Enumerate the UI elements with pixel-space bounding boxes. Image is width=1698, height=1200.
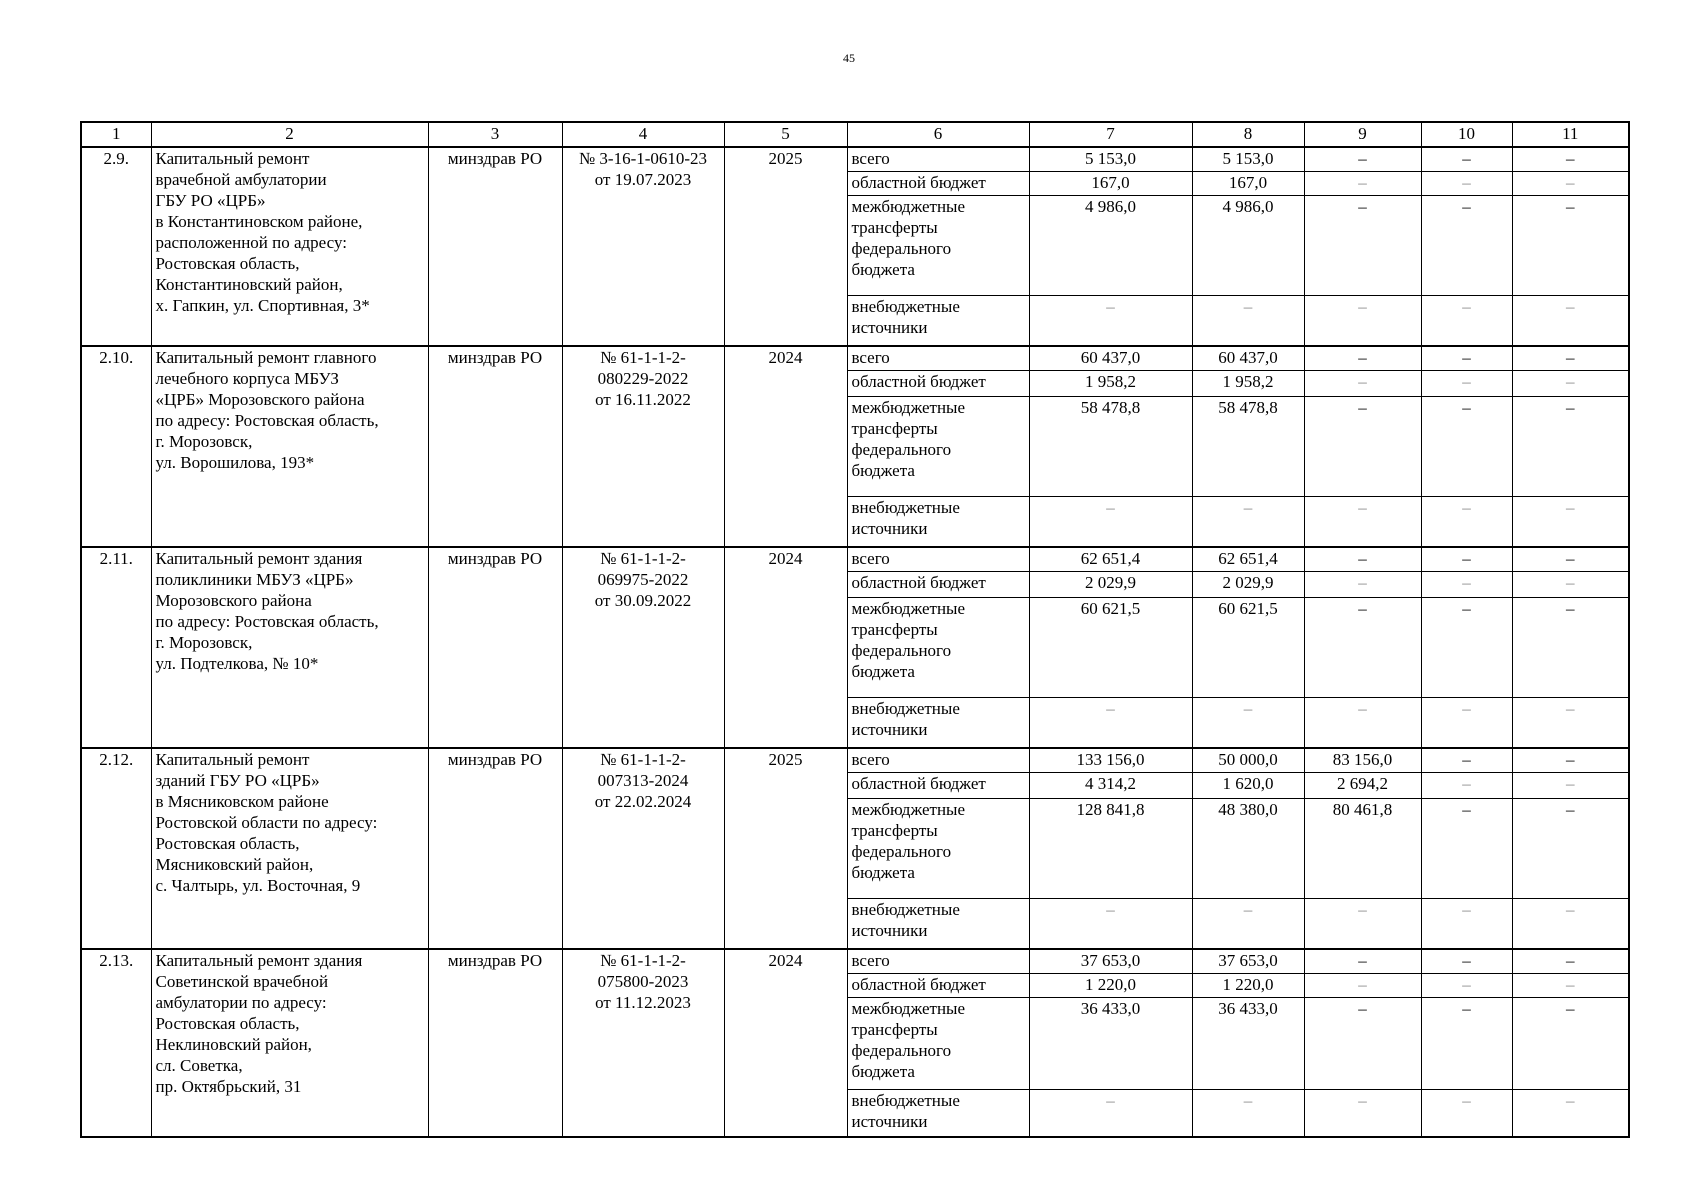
document-details: № 3-16-1-0610-23 от 19.07.2023 [562, 147, 724, 346]
amount-cell-7: 60 437,0 [1029, 346, 1192, 371]
funding-source-label: всего [847, 147, 1029, 172]
amount-cell-7: 58 478,8 [1029, 396, 1192, 496]
funding-source-label: областной бюджет [847, 571, 1029, 597]
amount-cell-10: – [1421, 698, 1512, 748]
amount-cell-8: 36 433,0 [1192, 997, 1304, 1090]
document-details: № 61-1-1-2- 007313-2024 от 22.02.2024 [562, 748, 724, 949]
table-row [81, 346, 1629, 371]
amount-cell-7: 60 621,5 [1029, 597, 1192, 697]
amount-cell-7: 62 651,4 [1029, 547, 1192, 572]
amount-cell-7: 2 029,9 [1029, 571, 1192, 597]
responsible-agency: минздрав РО [428, 748, 562, 949]
amount-cell-9: – [1304, 147, 1421, 172]
amount-cell-10: – [1421, 370, 1512, 396]
amount-cell-11: – [1512, 973, 1629, 997]
funding-source-label: областной бюджет [847, 772, 1029, 798]
funding-source-label: областной бюджет [847, 973, 1029, 997]
item-number: 2.11. [81, 547, 151, 748]
amount-cell-9: – [1304, 196, 1421, 296]
funding-source-label: межбюджетные трансферты федерального бюджета [847, 997, 1029, 1090]
responsible-agency: минздрав РО [428, 547, 562, 748]
amount-cell-9: – [1304, 997, 1421, 1090]
amount-cell-8: 37 653,0 [1192, 949, 1304, 974]
amount-cell-7: 37 653,0 [1029, 949, 1192, 974]
amount-cell-9: – [1304, 172, 1421, 196]
amount-cell-9: – [1304, 571, 1421, 597]
amount-cell-10: – [1421, 973, 1512, 997]
object-name: Капитальный ремонт зданий ГБУ РО «ЦРБ» в Мясниковском районе Ростовской области по адресу: Ростовская область, Мясниковский район, с. Чалтырь, ул. Восточная, 9 [151, 748, 428, 949]
amount-cell-7: 133 156,0 [1029, 748, 1192, 773]
amount-cell-10: – [1421, 949, 1512, 974]
amount-cell-7: 5 153,0 [1029, 147, 1192, 172]
amount-cell-7: 4 314,2 [1029, 772, 1192, 798]
amount-cell-10: – [1421, 748, 1512, 773]
funding-source-label: межбюджетные трансферты федерального бюджета [847, 396, 1029, 496]
amount-cell-8: 60 621,5 [1192, 597, 1304, 697]
amount-cell-11: – [1512, 172, 1629, 196]
document-details: № 61-1-1-2- 080229-2022 от 16.11.2022 [562, 346, 724, 547]
column-header: 9 [1304, 122, 1421, 147]
column-header: 2 [151, 122, 428, 147]
amount-cell-10: – [1421, 196, 1512, 296]
amount-cell-8: 58 478,8 [1192, 396, 1304, 496]
funding-source-label: межбюджетные трансферты федерального бюджета [847, 196, 1029, 296]
table-row [81, 147, 1629, 172]
amount-cell-11: – [1512, 196, 1629, 296]
amount-cell-10: – [1421, 898, 1512, 948]
amount-cell-11: – [1512, 346, 1629, 371]
amount-cell-7: – [1029, 898, 1192, 948]
table-row-group [81, 748, 1629, 949]
document-details: № 61-1-1-2- 069975-2022 от 30.09.2022 [562, 547, 724, 748]
column-header: 7 [1029, 122, 1192, 147]
item-number: 2.13. [81, 949, 151, 1137]
amount-cell-9: – [1304, 949, 1421, 974]
amount-cell-10: – [1421, 497, 1512, 547]
amount-cell-7: – [1029, 497, 1192, 547]
amount-cell-11: – [1512, 370, 1629, 396]
table-row-group [81, 949, 1629, 1137]
amount-cell-8: – [1192, 497, 1304, 547]
amount-cell-8: 167,0 [1192, 172, 1304, 196]
amount-cell-10: – [1421, 597, 1512, 697]
amount-cell-8: 2 029,9 [1192, 571, 1304, 597]
amount-cell-8: – [1192, 296, 1304, 346]
responsible-agency: минздрав РО [428, 147, 562, 346]
amount-cell-11: – [1512, 748, 1629, 773]
amount-cell-9: – [1304, 973, 1421, 997]
column-header: 3 [428, 122, 562, 147]
amount-cell-8: 60 437,0 [1192, 346, 1304, 371]
amount-cell-11: – [1512, 396, 1629, 496]
amount-cell-11: – [1512, 547, 1629, 572]
amount-cell-11: – [1512, 772, 1629, 798]
amount-cell-11: – [1512, 147, 1629, 172]
funding-source-label: всего [847, 949, 1029, 974]
amount-cell-9: 83 156,0 [1304, 748, 1421, 773]
funding-source-label: межбюджетные трансферты федерального бюджета [847, 798, 1029, 898]
amount-cell-8: 62 651,4 [1192, 547, 1304, 572]
funding-source-label: областной бюджет [847, 370, 1029, 396]
amount-cell-11: – [1512, 1090, 1629, 1137]
amount-cell-10: – [1421, 1090, 1512, 1137]
column-header: 5 [724, 122, 847, 147]
column-header: 6 [847, 122, 1029, 147]
column-header: 8 [1192, 122, 1304, 147]
amount-cell-8: 50 000,0 [1192, 748, 1304, 773]
completion-year: 2025 [724, 147, 847, 346]
amount-cell-9: – [1304, 898, 1421, 948]
table-row-group [81, 547, 1629, 748]
column-header: 4 [562, 122, 724, 147]
object-name: Капитальный ремонт здания Советинской врачебной амбулатории по адресу: Ростовская область, Неклиновский район, сл. Советка, пр. Октябрьский, 31 [151, 949, 428, 1137]
amount-cell-8: 1 958,2 [1192, 370, 1304, 396]
amount-cell-9: – [1304, 296, 1421, 346]
item-number: 2.9. [81, 147, 151, 346]
amount-cell-9: – [1304, 1090, 1421, 1137]
amount-cell-9: – [1304, 346, 1421, 371]
budget-table [80, 121, 1630, 1138]
amount-cell-10: – [1421, 172, 1512, 196]
responsible-agency: минздрав РО [428, 949, 562, 1137]
amount-cell-11: – [1512, 497, 1629, 547]
amount-cell-9: 2 694,2 [1304, 772, 1421, 798]
amount-cell-8: – [1192, 698, 1304, 748]
funding-source-label: внебюджетные источники [847, 497, 1029, 547]
amount-cell-8: 5 153,0 [1192, 147, 1304, 172]
table-row [81, 949, 1629, 974]
amount-cell-11: – [1512, 296, 1629, 346]
amount-cell-7: 36 433,0 [1029, 997, 1192, 1090]
table-row [81, 748, 1629, 773]
table-row-group [81, 346, 1629, 547]
amount-cell-11: – [1512, 997, 1629, 1090]
amount-cell-10: – [1421, 997, 1512, 1090]
table-header-row [81, 122, 1629, 147]
object-name: Капитальный ремонт главного лечебного корпуса МБУЗ «ЦРБ» Морозовского района по адресу: Ростовская область, г. Морозовск, ул. Ворошилова, 193* [151, 346, 428, 547]
amount-cell-9: – [1304, 370, 1421, 396]
table-row [81, 547, 1629, 572]
amount-cell-10: – [1421, 147, 1512, 172]
amount-cell-10: – [1421, 296, 1512, 346]
completion-year: 2024 [724, 949, 847, 1137]
amount-cell-10: – [1421, 571, 1512, 597]
object-name: Капитальный ремонт здания поликлиники МБУЗ «ЦРБ» Морозовского района по адресу: Ростовская область, г. Морозовск, ул. Подтелкова, № 10* [151, 547, 428, 748]
amount-cell-7: – [1029, 698, 1192, 748]
amount-cell-9: – [1304, 497, 1421, 547]
amount-cell-11: – [1512, 898, 1629, 948]
amount-cell-10: – [1421, 798, 1512, 898]
completion-year: 2024 [724, 547, 847, 748]
funding-source-label: внебюджетные источники [847, 296, 1029, 346]
amount-cell-8: 4 986,0 [1192, 196, 1304, 296]
item-number: 2.10. [81, 346, 151, 547]
funding-source-label: внебюджетные источники [847, 1090, 1029, 1137]
funding-source-label: областной бюджет [847, 172, 1029, 196]
funding-source-label: межбюджетные трансферты федерального бюджета [847, 597, 1029, 697]
amount-cell-8: 48 380,0 [1192, 798, 1304, 898]
funding-source-label: всего [847, 346, 1029, 371]
amount-cell-9: – [1304, 698, 1421, 748]
item-number: 2.12. [81, 748, 151, 949]
completion-year: 2024 [724, 346, 847, 547]
page-number: 45 [843, 51, 855, 65]
amount-cell-11: – [1512, 798, 1629, 898]
amount-cell-9: – [1304, 597, 1421, 697]
funding-source-label: всего [847, 547, 1029, 572]
amount-cell-7: – [1029, 1090, 1192, 1137]
completion-year: 2025 [724, 748, 847, 949]
column-header: 10 [1421, 122, 1512, 147]
amount-cell-10: – [1421, 547, 1512, 572]
amount-cell-7: – [1029, 296, 1192, 346]
column-header: 11 [1512, 122, 1629, 147]
responsible-agency: минздрав РО [428, 346, 562, 547]
amount-cell-10: – [1421, 772, 1512, 798]
amount-cell-10: – [1421, 346, 1512, 371]
amount-cell-9: – [1304, 396, 1421, 496]
amount-cell-9: 80 461,8 [1304, 798, 1421, 898]
amount-cell-7: 1 958,2 [1029, 370, 1192, 396]
amount-cell-8: – [1192, 898, 1304, 948]
object-name: Капитальный ремонт врачебной амбулатории ГБУ РО «ЦРБ» в Константиновском районе, расположенной по адресу: Ростовская область, Константиновский район, х. Гапкин, ул. Спортивная, 3* [151, 147, 428, 346]
amount-cell-7: 1 220,0 [1029, 973, 1192, 997]
amount-cell-8: – [1192, 1090, 1304, 1137]
amount-cell-7: 4 986,0 [1029, 196, 1192, 296]
amount-cell-8: 1 220,0 [1192, 973, 1304, 997]
amount-cell-7: 128 841,8 [1029, 798, 1192, 898]
funding-source-label: всего [847, 748, 1029, 773]
amount-cell-8: 1 620,0 [1192, 772, 1304, 798]
amount-cell-10: – [1421, 396, 1512, 496]
amount-cell-11: – [1512, 597, 1629, 697]
funding-source-label: внебюджетные источники [847, 898, 1029, 948]
amount-cell-11: – [1512, 949, 1629, 974]
amount-cell-11: – [1512, 698, 1629, 748]
amount-cell-11: – [1512, 571, 1629, 597]
column-header: 1 [81, 122, 151, 147]
amount-cell-9: – [1304, 547, 1421, 572]
document-details: № 61-1-1-2- 075800-2023 от 11.12.2023 [562, 949, 724, 1137]
table-row-group [81, 147, 1629, 346]
funding-source-label: внебюджетные источники [847, 698, 1029, 748]
amount-cell-7: 167,0 [1029, 172, 1192, 196]
